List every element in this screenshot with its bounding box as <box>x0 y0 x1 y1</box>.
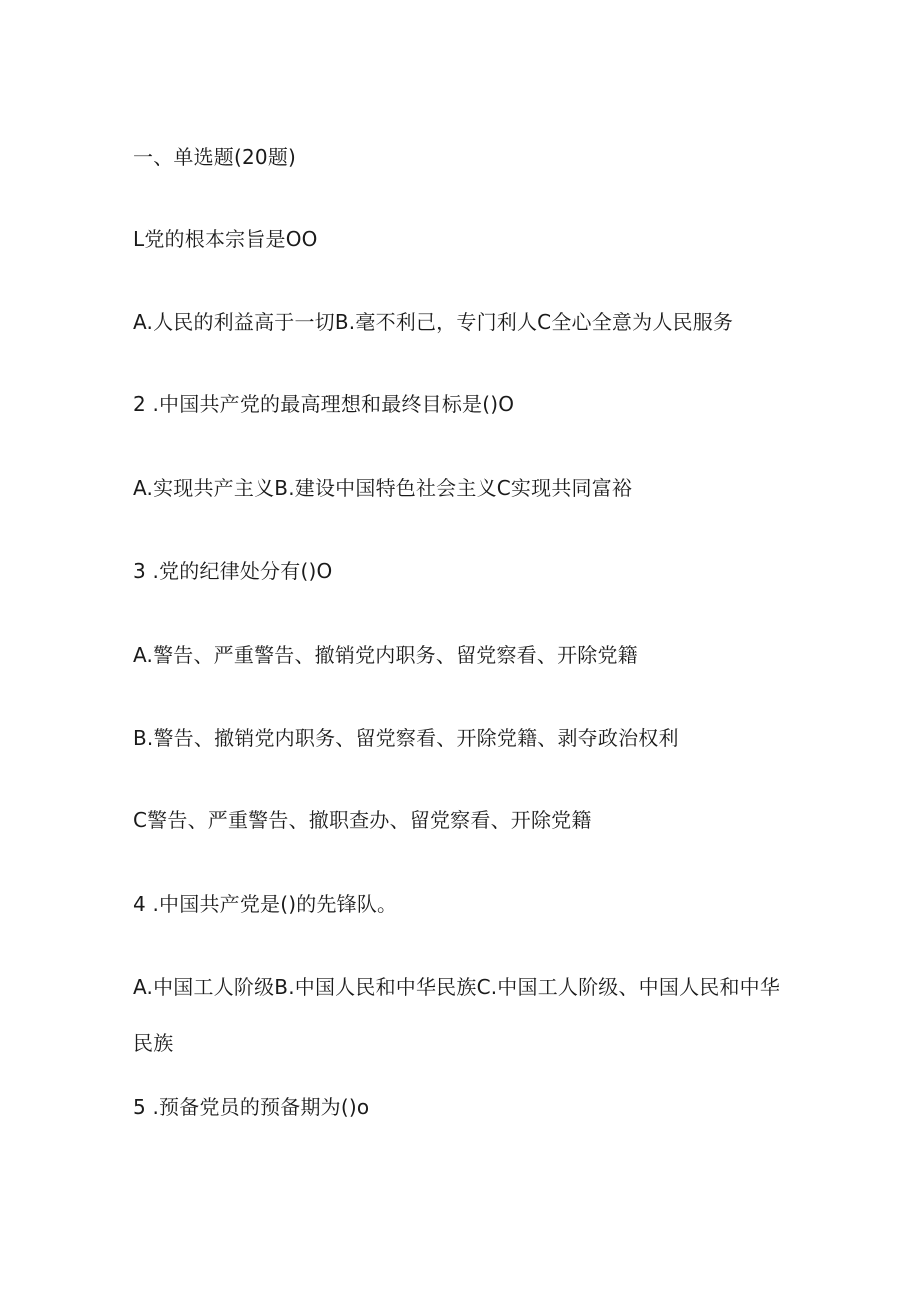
question-4-stem: 4 .中国共产党是()的先锋队。 <box>133 892 398 916</box>
question-2-options: A.实现共产主义B.建设中国特色社会主义C实现共同富裕 <box>133 476 633 500</box>
question-3-option-a: A.警告、严重警告、撤销党内职务、留党察看、开除党籍 <box>133 643 638 667</box>
question-3-option-c: C警告、严重警告、撤职查办、留党察看、开除党籍 <box>133 808 592 832</box>
question-4-options: A.中国工人阶级B.中国人民和中华民族C.中国工人阶级、中国人民和中华民族 <box>133 975 781 1055</box>
question-1-options: A.人民的利益高于一切B.毫不利己，专门利人C全心全意为人民服务 <box>133 310 734 334</box>
question-2-stem: 2 .中国共产党的最高理想和最终目标是()O <box>133 392 515 416</box>
section-heading: 一、单选题(20题) <box>133 145 297 169</box>
question-3-stem: 3 .党的纪律处分有()O <box>133 559 333 583</box>
question-5-stem: 5 .预备党员的预备期为()o <box>133 1095 370 1119</box>
question-3-option-b: B.警告、撤销党内职务、留党察看、开除党籍、剥夺政治权利 <box>133 726 679 750</box>
question-1-stem: L党的根本宗旨是OO <box>133 227 318 251</box>
